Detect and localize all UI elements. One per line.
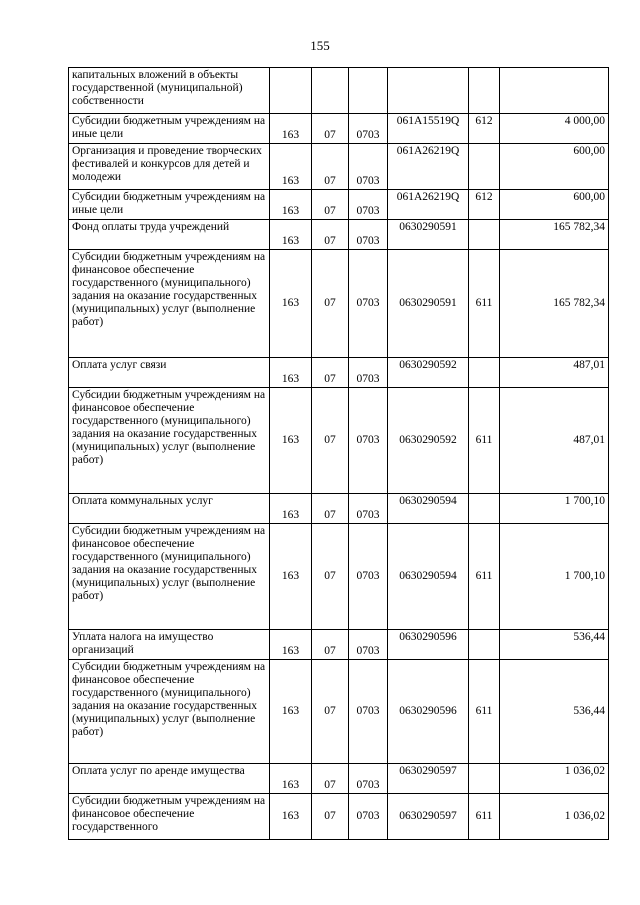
item-name: Субсидии бюджетным учреждениям на иные цели	[69, 190, 270, 220]
target-article	[388, 764, 469, 794]
target-article	[388, 190, 469, 220]
subsection-code	[349, 68, 388, 114]
expense-type-code: 612	[469, 190, 500, 220]
subsection-code: 0703	[349, 494, 388, 524]
table-row	[69, 524, 609, 630]
department-code: 163	[270, 144, 312, 190]
item-name: Субсидии бюджетным учреждениям на финансовое обеспечение государственного (муниципального) задания на оказание государственных (муниципальных) услуг (выполнение работ)	[69, 388, 270, 494]
item-name: Уплата налога на имущество организаций	[69, 630, 270, 660]
department-code: 163	[270, 190, 312, 220]
department-code: 163	[270, 764, 312, 794]
amount-value: 536,44	[500, 630, 609, 660]
section-code: 07	[312, 388, 349, 494]
subsection-code: 0703	[349, 524, 388, 630]
table-row	[69, 190, 609, 220]
subsection-code: 0703	[349, 220, 388, 250]
subsection-code: 0703	[349, 250, 388, 358]
item-name: Оплата коммунальных услуг	[69, 494, 270, 524]
item-name: Субсидии бюджетным учреждениям на финансовое обеспечение государственного (муниципального) задания на оказание государственных (муниципальных) услуг (выполнение работ)	[69, 250, 270, 358]
item-name: Оплата услуг связи	[69, 358, 270, 388]
target-article-code: 061A26219Q	[396, 145, 460, 157]
section-code: 07	[312, 250, 349, 358]
department-code: 163	[270, 794, 312, 840]
amount-value: 1 700,10	[500, 494, 609, 524]
page-number: 155	[310, 38, 330, 53]
department-code: 163	[270, 250, 312, 358]
target-article	[388, 250, 469, 358]
budget-table	[68, 67, 609, 840]
target-article-code: 0630290596	[399, 631, 457, 643]
target-article-code: 0630290594	[399, 570, 457, 582]
table-row	[69, 660, 609, 764]
subsection-code: 0703	[349, 660, 388, 764]
department-code: 163	[270, 630, 312, 660]
expense-type-code	[469, 764, 500, 794]
section-code: 07	[312, 144, 349, 190]
expense-type-code	[469, 144, 500, 190]
target-article	[388, 388, 469, 494]
subsection-code: 0703	[349, 794, 388, 840]
expense-type-code	[469, 494, 500, 524]
amount-value: 487,01	[500, 388, 609, 494]
amount-value: 1 036,02	[500, 764, 609, 794]
subsection-code: 0703	[349, 358, 388, 388]
amount-value	[500, 68, 609, 114]
department-code: 163	[270, 220, 312, 250]
department-code: 163	[270, 388, 312, 494]
expense-type-code	[469, 630, 500, 660]
expense-type-code: 611	[469, 660, 500, 764]
section-code: 07	[312, 494, 349, 524]
item-name: Организация и проведение творческих фестивалей и конкурсов для детей и молодежи	[69, 144, 270, 190]
expense-type-code	[469, 68, 500, 114]
subsection-code: 0703	[349, 388, 388, 494]
section-code: 07	[312, 114, 349, 144]
expense-type-code: 611	[469, 250, 500, 358]
item-name: Оплата услуг по аренде имущества	[69, 764, 270, 794]
item-name: Субсидии бюджетным учреждениям на финансовое обеспечение государственного (муниципального) задания на оказание государственных (муниципальных) услуг (выполнение работ)	[69, 660, 270, 764]
expense-type-code	[469, 220, 500, 250]
subsection-code: 0703	[349, 630, 388, 660]
target-article-code: 0630290594	[399, 495, 457, 507]
item-name: капитальных вложений в объекты государственной (муниципальной) собственности	[69, 68, 270, 114]
amount-value: 165 782,34	[500, 220, 609, 250]
section-code: 07	[312, 794, 349, 840]
expense-type-code: 612	[469, 114, 500, 144]
subsection-code: 0703	[349, 190, 388, 220]
target-article	[388, 794, 469, 840]
target-article	[388, 358, 469, 388]
target-article-code: 0630290592	[399, 434, 457, 446]
target-article	[388, 68, 469, 114]
amount-value: 4 000,00	[500, 114, 609, 144]
expense-type-code: 611	[469, 388, 500, 494]
department-code: 163	[270, 660, 312, 764]
table-row	[69, 494, 609, 524]
item-name: Субсидии бюджетным учреждениям на финансовое обеспечение государственного	[69, 794, 270, 840]
target-article	[388, 114, 469, 144]
section-code: 07	[312, 764, 349, 794]
department-code: 163	[270, 358, 312, 388]
item-name: Субсидии бюджетным учреждениям на финансовое обеспечение государственного (муниципального) задания на оказание государственных (муниципальных) услуг (выполнение работ)	[69, 524, 270, 630]
department-code	[270, 68, 312, 114]
table-row	[69, 114, 609, 144]
section-code: 07	[312, 190, 349, 220]
amount-value: 600,00	[500, 190, 609, 220]
table-row	[69, 220, 609, 250]
target-article	[388, 494, 469, 524]
target-article-code: 0630290597	[399, 810, 457, 822]
section-code: 07	[312, 660, 349, 764]
subsection-code: 0703	[349, 764, 388, 794]
subsection-code: 0703	[349, 114, 388, 144]
amount-value: 487,01	[500, 358, 609, 388]
section-code	[312, 68, 349, 114]
table-row	[69, 764, 609, 794]
item-name: Фонд оплаты труда учреждений	[69, 220, 270, 250]
table-row	[69, 358, 609, 388]
target-article-code: 0630290592	[399, 359, 457, 371]
table-body	[69, 68, 609, 840]
target-article	[388, 144, 469, 190]
table-row	[69, 630, 609, 660]
amount-value: 1 700,10	[500, 524, 609, 630]
table-row	[69, 794, 609, 840]
subsection-code: 0703	[349, 144, 388, 190]
item-name: Субсидии бюджетным учреждениям на иные цели	[69, 114, 270, 144]
table-row	[69, 250, 609, 358]
target-article-code: 0630290591	[399, 221, 457, 233]
department-code: 163	[270, 524, 312, 630]
table-row	[69, 388, 609, 494]
expense-type-code: 611	[469, 794, 500, 840]
target-article	[388, 660, 469, 764]
section-code: 07	[312, 524, 349, 630]
target-article	[388, 524, 469, 630]
amount-value: 1 036,02	[500, 794, 609, 840]
amount-value: 600,00	[500, 144, 609, 190]
section-code: 07	[312, 630, 349, 660]
target-article-code: 0630290591	[399, 297, 457, 309]
expense-type-code	[469, 358, 500, 388]
expense-type-code: 611	[469, 524, 500, 630]
target-article-code: 061A26219Q	[396, 191, 460, 203]
target-article	[388, 220, 469, 250]
amount-value: 165 782,34	[500, 250, 609, 358]
department-code: 163	[270, 114, 312, 144]
target-article-code: 061A15519Q	[396, 115, 460, 127]
section-code: 07	[312, 220, 349, 250]
target-article-code: 0630290596	[399, 705, 457, 717]
table-row	[69, 144, 609, 190]
target-article	[388, 630, 469, 660]
table-row	[69, 68, 609, 114]
department-code: 163	[270, 494, 312, 524]
amount-value: 536,44	[500, 660, 609, 764]
target-article-code: 0630290597	[399, 765, 457, 777]
section-code: 07	[312, 358, 349, 388]
